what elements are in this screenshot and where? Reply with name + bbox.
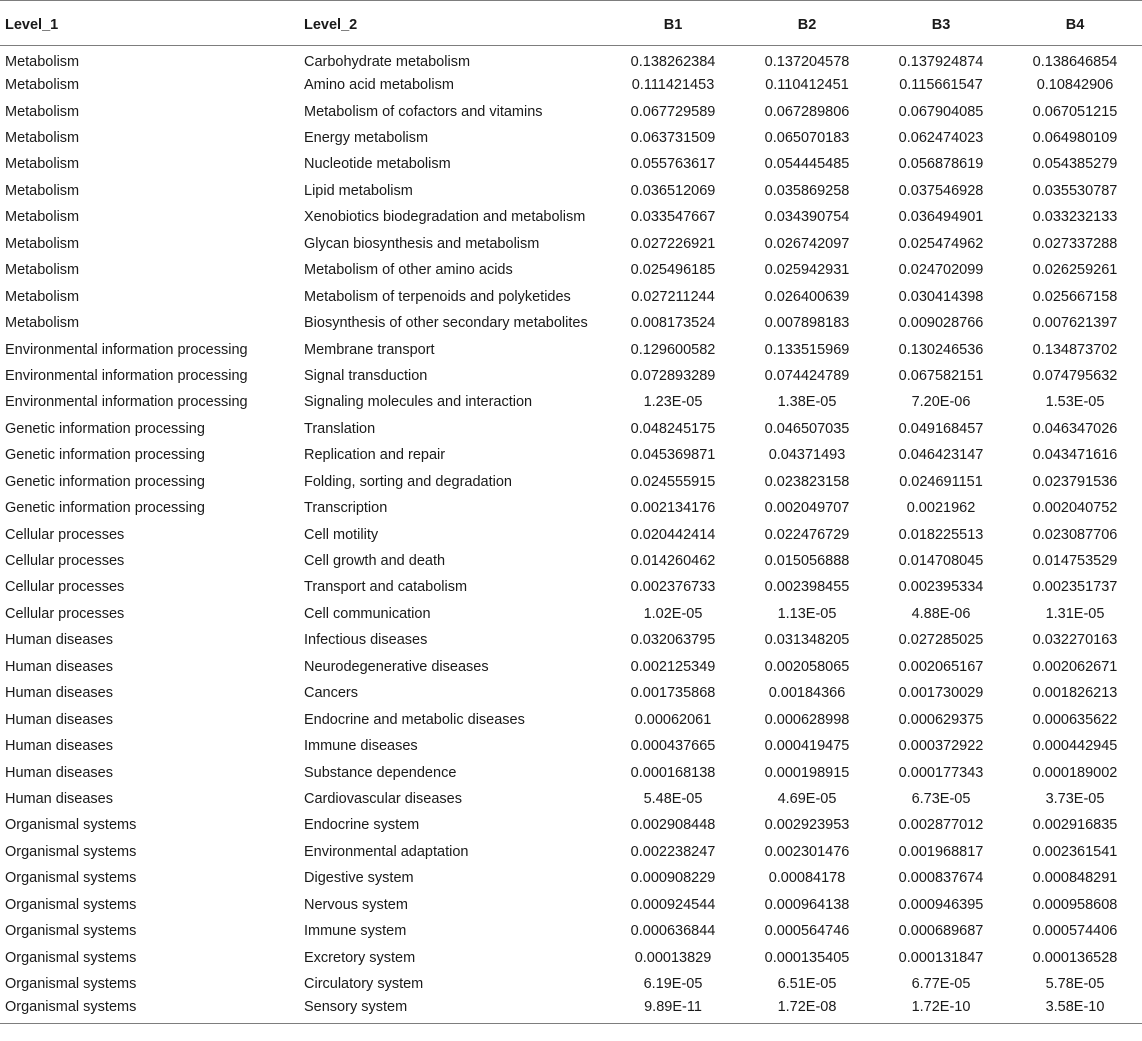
cell-b4: 0.000574406 bbox=[1032, 923, 1118, 940]
cell-b2: 0.026400639 bbox=[764, 288, 850, 305]
cell-b3: 0.036494901 bbox=[898, 209, 984, 226]
table-row bbox=[0, 231, 1142, 257]
cell-b4: 0.033232133 bbox=[1032, 209, 1118, 226]
cell-b4: 0.043471616 bbox=[1032, 447, 1118, 464]
cell-b3: 0.027285025 bbox=[898, 632, 984, 649]
cell-b4: 0.134873702 bbox=[1032, 341, 1118, 358]
cell-b1: 0.055763617 bbox=[630, 156, 716, 173]
table-row bbox=[0, 601, 1142, 627]
cell-b4: 5.78E-05 bbox=[1045, 976, 1105, 993]
cell-b2: 0.067289806 bbox=[764, 103, 850, 120]
cell-level-2: Energy metabolism bbox=[304, 130, 429, 147]
table-row bbox=[0, 495, 1142, 521]
table-row bbox=[0, 72, 1142, 98]
cell-level-2: Cancers bbox=[304, 685, 358, 702]
cell-b2: 0.022476729 bbox=[764, 526, 850, 543]
cell-level-1: Human diseases bbox=[5, 790, 113, 807]
cell-b4: 0.014753529 bbox=[1032, 553, 1118, 570]
header-level-2: Level_2 bbox=[304, 1, 606, 46]
cell-b1: 0.072893289 bbox=[630, 367, 716, 384]
cell-level-2: Glycan biosynthesis and metabolism bbox=[304, 235, 540, 252]
cell-b1: 0.027211244 bbox=[631, 288, 715, 305]
cell-level-1: Metabolism bbox=[5, 130, 80, 147]
table-row bbox=[0, 786, 1142, 812]
cell-b2: 0.002049707 bbox=[764, 500, 850, 517]
table-row bbox=[0, 363, 1142, 389]
cell-level-1: Metabolism bbox=[5, 103, 80, 120]
cell-level-2: Immune system bbox=[304, 923, 407, 940]
cell-level-1: Cellular processes bbox=[5, 553, 125, 570]
cell-level-1: Environmental information processing bbox=[5, 394, 248, 411]
cell-level-1: Organismal systems bbox=[5, 949, 137, 966]
table-row bbox=[0, 283, 1142, 309]
cell-b4: 0.074795632 bbox=[1032, 367, 1118, 384]
table-row bbox=[0, 548, 1142, 574]
cell-level-2: Substance dependence bbox=[304, 764, 457, 781]
cell-level-2: Amino acid metabolism bbox=[304, 77, 454, 94]
cell-b3: 0.000629375 bbox=[898, 711, 984, 728]
cell-b3: 0.002395334 bbox=[898, 579, 984, 596]
cell-b3: 0.001968817 bbox=[898, 843, 984, 860]
table-row bbox=[0, 442, 1142, 468]
cell-level-2: Transport and catabolism bbox=[304, 579, 468, 596]
cell-b3: 0.115661547 bbox=[899, 77, 983, 94]
cell-level-2: Infectious diseases bbox=[304, 632, 428, 649]
cell-b2: 0.000198915 bbox=[764, 764, 850, 781]
cell-b1: 0.000908229 bbox=[630, 870, 716, 887]
cell-level-2: Metabolism of terpenoids and polyketides bbox=[304, 288, 571, 305]
cell-b2: 0.133515969 bbox=[764, 341, 850, 358]
cell-b1: 0.048245175 bbox=[630, 420, 716, 437]
cell-level-1: Metabolism bbox=[5, 53, 80, 70]
cell-level-1: Metabolism bbox=[5, 77, 80, 94]
cell-level-1: Cellular processes bbox=[5, 605, 125, 622]
cell-b1: 0.001735868 bbox=[630, 685, 716, 702]
header-level-1: Level_1 bbox=[0, 1, 304, 46]
table-row bbox=[0, 389, 1142, 415]
table-body bbox=[0, 46, 1142, 1024]
cell-b2: 0.002923953 bbox=[764, 817, 850, 834]
cell-b2: 0.074424789 bbox=[764, 367, 850, 384]
cell-b4: 3.58E-10 bbox=[1008, 997, 1142, 1023]
cell-b3: 0.002065167 bbox=[898, 658, 984, 675]
cell-b1: 0.00062061 bbox=[634, 711, 712, 728]
cell-b2: 0.025942931 bbox=[764, 262, 850, 279]
cell-level-2: Nervous system bbox=[304, 896, 408, 913]
cell-level-1: Organismal systems bbox=[5, 896, 137, 913]
table-row bbox=[0, 469, 1142, 495]
cell-b1: 0.036512069 bbox=[630, 182, 716, 199]
cell-b4: 1.53E-05 bbox=[1045, 394, 1105, 411]
cell-level-1: Organismal systems bbox=[0, 997, 304, 1023]
cell-level-2: Membrane transport bbox=[304, 341, 435, 358]
cell-level-2: Signal transduction bbox=[304, 367, 428, 384]
table-row bbox=[0, 46, 1142, 72]
cell-b3: 0.024691151 bbox=[899, 473, 983, 490]
cell-b4: 0.002351737 bbox=[1032, 579, 1118, 596]
cell-b2: 0.034390754 bbox=[764, 209, 850, 226]
cell-b3: 1.72E-10 bbox=[874, 997, 1008, 1023]
cell-level-1: Organismal systems bbox=[5, 870, 137, 887]
cell-level-1: Genetic information processing bbox=[5, 447, 205, 464]
cell-b4: 0.002040752 bbox=[1032, 500, 1118, 517]
cell-level-1: Environmental information processing bbox=[5, 367, 248, 384]
cell-b1: 5.48E-05 bbox=[643, 790, 703, 807]
cell-b4: 0.000635622 bbox=[1032, 711, 1118, 728]
table-row bbox=[0, 336, 1142, 362]
cell-b3: 0.009028766 bbox=[898, 315, 984, 332]
cell-level-2: Immune diseases bbox=[304, 738, 418, 755]
table-row bbox=[0, 416, 1142, 442]
cell-level-1: Environmental information processing bbox=[5, 341, 248, 358]
cell-b1: 0.000437665 bbox=[630, 738, 716, 755]
cell-b4: 0.032270163 bbox=[1032, 632, 1118, 649]
cell-b2: 0.054445485 bbox=[764, 156, 850, 173]
cell-level-1: Metabolism bbox=[5, 156, 80, 173]
cell-b1: 0.002908448 bbox=[630, 817, 716, 834]
cell-b3: 0.025474962 bbox=[898, 235, 984, 252]
cell-b2: 0.007898183 bbox=[764, 315, 850, 332]
table-row bbox=[0, 918, 1142, 944]
cell-b2: 0.000628998 bbox=[764, 711, 850, 728]
table-row bbox=[0, 839, 1142, 865]
cell-b4: 0.035530787 bbox=[1032, 182, 1118, 199]
cell-b3: 0.000689687 bbox=[898, 923, 984, 940]
cell-b1: 0.000924544 bbox=[630, 896, 716, 913]
cell-level-2: Environmental adaptation bbox=[304, 843, 469, 860]
cell-level-1: Metabolism bbox=[5, 209, 80, 226]
table-row bbox=[0, 971, 1142, 997]
cell-b1: 0.129600582 bbox=[630, 341, 716, 358]
cell-b4: 0.027337288 bbox=[1032, 235, 1118, 252]
header-b3: B3 bbox=[874, 1, 1008, 46]
cell-b4: 0.007621397 bbox=[1032, 315, 1118, 332]
cell-b1: 9.89E-11 bbox=[606, 997, 740, 1023]
cell-b2: 0.000135405 bbox=[764, 949, 850, 966]
cell-level-1: Genetic information processing bbox=[5, 420, 205, 437]
table-row bbox=[0, 574, 1142, 600]
cell-b2: 0.031348205 bbox=[764, 632, 850, 649]
cell-level-2: Xenobiotics biodegradation and metabolism bbox=[304, 209, 586, 226]
cell-b2: 6.51E-05 bbox=[777, 976, 837, 993]
cell-b2: 0.023823158 bbox=[764, 473, 850, 490]
table-row bbox=[0, 706, 1142, 732]
cell-level-1: Genetic information processing bbox=[5, 473, 205, 490]
table-row bbox=[0, 654, 1142, 680]
cell-b2: 0.026742097 bbox=[764, 235, 850, 252]
cell-level-2: Neurodegenerative diseases bbox=[304, 658, 489, 675]
cell-b1: 0.000168138 bbox=[630, 764, 716, 781]
cell-level-2: Metabolism of cofactors and vitamins bbox=[304, 103, 543, 120]
cell-level-2: Endocrine system bbox=[304, 817, 420, 834]
table-row bbox=[0, 178, 1142, 204]
cell-level-1: Human diseases bbox=[5, 658, 113, 675]
header-row bbox=[0, 1, 1142, 46]
cell-b2: 0.015056888 bbox=[764, 553, 850, 570]
cell-b1: 0.002134176 bbox=[630, 500, 716, 517]
cell-level-1: Human diseases bbox=[5, 711, 113, 728]
cell-level-1: Metabolism bbox=[5, 262, 80, 279]
cell-level-1: Organismal systems bbox=[5, 817, 137, 834]
cell-level-1: Organismal systems bbox=[5, 843, 137, 860]
cell-level-2: Endocrine and metabolic diseases bbox=[304, 711, 525, 728]
cell-level-1: Cellular processes bbox=[5, 526, 125, 543]
cell-level-1: Genetic information processing bbox=[5, 500, 205, 517]
table-row bbox=[0, 759, 1142, 785]
cell-level-2: Cell growth and death bbox=[304, 553, 446, 570]
cell-b2: 0.002398455 bbox=[764, 579, 850, 596]
cell-level-1: Human diseases bbox=[5, 764, 113, 781]
cell-level-2: Transcription bbox=[304, 500, 388, 517]
cell-b3: 0.002877012 bbox=[898, 817, 984, 834]
cell-level-1: Metabolism bbox=[5, 315, 80, 332]
cell-b4: 0.002916835 bbox=[1032, 817, 1118, 834]
cell-b1: 0.008173524 bbox=[630, 315, 716, 332]
cell-b3: 0.037546928 bbox=[898, 182, 984, 199]
cell-b2: 0.00184366 bbox=[768, 685, 846, 702]
cell-b3: 0.067582151 bbox=[898, 367, 984, 384]
cell-b2: 1.72E-08 bbox=[740, 997, 874, 1023]
table-row bbox=[0, 98, 1142, 124]
cell-level-2: Circulatory system bbox=[304, 976, 424, 993]
table-row bbox=[0, 521, 1142, 547]
cell-b1: 1.02E-05 bbox=[643, 605, 703, 622]
cell-b2: 0.00084178 bbox=[768, 870, 846, 887]
cell-b3: 0.130246536 bbox=[898, 341, 984, 358]
cell-b3: 6.73E-05 bbox=[911, 790, 971, 807]
cell-b2: 0.002058065 bbox=[764, 658, 850, 675]
table-row bbox=[0, 310, 1142, 336]
cell-b2: 1.13E-05 bbox=[777, 605, 837, 622]
cell-b3: 0.018225513 bbox=[898, 526, 984, 543]
cell-b4: 0.000848291 bbox=[1032, 870, 1118, 887]
cell-b4: 0.026259261 bbox=[1032, 262, 1118, 279]
cell-level-2: Biosynthesis of other secondary metabolites bbox=[304, 315, 588, 332]
cell-level-2: Translation bbox=[304, 420, 376, 437]
cell-b3: 0.062474023 bbox=[898, 130, 984, 147]
table-row bbox=[0, 257, 1142, 283]
header-b2: B2 bbox=[740, 1, 874, 46]
cell-b3: 0.049168457 bbox=[898, 420, 984, 437]
cell-b3: 0.030414398 bbox=[898, 288, 984, 305]
cell-b1: 0.002125349 bbox=[630, 658, 716, 675]
cell-level-2: Digestive system bbox=[304, 870, 414, 887]
cell-b1: 0.014260462 bbox=[630, 553, 716, 570]
cell-b3: 0.137924874 bbox=[898, 53, 984, 70]
cell-b2: 0.000564746 bbox=[764, 923, 850, 940]
cell-b1: 0.020442414 bbox=[630, 526, 716, 543]
cell-b1: 1.23E-05 bbox=[643, 394, 703, 411]
cell-b3: 0.000177343 bbox=[898, 764, 984, 781]
cell-level-2: Replication and repair bbox=[304, 447, 446, 464]
cell-b3: 4.88E-06 bbox=[911, 605, 971, 622]
cell-b1: 0.002238247 bbox=[630, 843, 716, 860]
cell-level-1: Metabolism bbox=[5, 182, 80, 199]
cell-b4: 0.000136528 bbox=[1032, 949, 1118, 966]
table-row bbox=[0, 125, 1142, 151]
cell-level-1: Human diseases bbox=[5, 685, 113, 702]
header-b1: B1 bbox=[606, 1, 740, 46]
cell-b1: 0.024555915 bbox=[630, 473, 716, 490]
cell-b4: 0.064980109 bbox=[1032, 130, 1118, 147]
cell-b1: 0.025496185 bbox=[630, 262, 716, 279]
cell-b2: 0.000964138 bbox=[764, 896, 850, 913]
cell-b4: 0.10842906 bbox=[1036, 77, 1114, 94]
cell-b1: 0.045369871 bbox=[630, 447, 716, 464]
cell-b3: 0.000837674 bbox=[898, 870, 984, 887]
cell-level-2: Lipid metabolism bbox=[304, 182, 413, 199]
cell-b1: 0.111421453 bbox=[631, 77, 715, 94]
cell-b1: 0.00013829 bbox=[634, 949, 712, 966]
cell-level-2: Signaling molecules and interaction bbox=[304, 394, 533, 411]
cell-b3: 0.001730029 bbox=[898, 685, 984, 702]
cell-b4: 0.023791536 bbox=[1032, 473, 1118, 490]
cell-b2: 0.002301476 bbox=[764, 843, 850, 860]
cell-level-1: Cellular processes bbox=[5, 579, 125, 596]
cell-level-2: Cardiovascular diseases bbox=[304, 790, 462, 807]
cell-b3: 0.024702099 bbox=[898, 262, 984, 279]
cell-b4: 0.025667158 bbox=[1032, 288, 1118, 305]
cell-b1: 0.138262384 bbox=[630, 53, 716, 70]
cell-b1: 6.19E-05 bbox=[643, 976, 703, 993]
cell-level-2: Sensory system bbox=[304, 997, 606, 1023]
cell-b4: 0.000189002 bbox=[1032, 764, 1118, 781]
cell-level-2: Carbohydrate metabolism bbox=[304, 53, 471, 70]
cell-b3: 0.000131847 bbox=[898, 949, 984, 966]
cell-level-2: Folding, sorting and degradation bbox=[304, 473, 512, 490]
cell-b2: 0.000419475 bbox=[764, 738, 850, 755]
header-b4: B4 bbox=[1008, 1, 1142, 46]
cell-b2: 0.046507035 bbox=[764, 420, 850, 437]
table-header bbox=[0, 1, 1142, 46]
cell-b4: 3.73E-05 bbox=[1045, 790, 1105, 807]
cell-b3: 7.20E-06 bbox=[911, 394, 971, 411]
table-row bbox=[0, 151, 1142, 177]
table-row bbox=[0, 627, 1142, 653]
cell-b4: 0.054385279 bbox=[1032, 156, 1118, 173]
table-row bbox=[0, 944, 1142, 970]
cell-b3: 0.014708045 bbox=[898, 553, 984, 570]
cell-level-1: Human diseases bbox=[5, 632, 113, 649]
cell-b1: 0.027226921 bbox=[630, 235, 716, 252]
cell-b3: 0.000372922 bbox=[898, 738, 984, 755]
cell-level-2: Cell motility bbox=[304, 526, 379, 543]
table-row bbox=[0, 865, 1142, 891]
cell-level-1: Human diseases bbox=[5, 738, 113, 755]
table-row bbox=[0, 733, 1142, 759]
table-row bbox=[0, 812, 1142, 838]
cell-b2: 4.69E-05 bbox=[777, 790, 837, 807]
table-row bbox=[0, 204, 1142, 230]
cell-b2: 1.38E-05 bbox=[777, 394, 837, 411]
table-row bbox=[0, 997, 1142, 1023]
cell-b1: 0.067729589 bbox=[630, 103, 716, 120]
cell-b4: 0.000958608 bbox=[1032, 896, 1118, 913]
cell-b1: 0.063731509 bbox=[630, 130, 716, 147]
cell-b4: 0.023087706 bbox=[1032, 526, 1118, 543]
cell-b1: 0.033547667 bbox=[630, 209, 716, 226]
cell-b2: 0.065070183 bbox=[764, 130, 850, 147]
cell-level-1: Organismal systems bbox=[5, 976, 137, 993]
cell-b4: 0.046347026 bbox=[1032, 420, 1118, 437]
cell-b4: 0.002062671 bbox=[1032, 658, 1118, 675]
cell-b2: 0.04371493 bbox=[768, 447, 846, 464]
cell-b4: 0.001826213 bbox=[1032, 685, 1118, 702]
cell-b4: 0.002361541 bbox=[1032, 843, 1118, 860]
cell-level-2: Metabolism of other amino acids bbox=[304, 262, 513, 279]
cell-level-2: Nucleotide metabolism bbox=[304, 156, 451, 173]
cell-b3: 6.77E-05 bbox=[911, 976, 971, 993]
cell-b2: 0.137204578 bbox=[764, 53, 850, 70]
cell-b2: 0.035869258 bbox=[764, 182, 850, 199]
cell-b3: 0.046423147 bbox=[898, 447, 984, 464]
table-row bbox=[0, 892, 1142, 918]
cell-b3: 0.000946395 bbox=[898, 896, 984, 913]
table-row bbox=[0, 680, 1142, 706]
cell-level-2: Cell communication bbox=[304, 605, 431, 622]
cell-b2: 0.110412451 bbox=[765, 77, 849, 94]
cell-b3: 0.067904085 bbox=[898, 103, 984, 120]
cell-b1: 0.002376733 bbox=[630, 579, 716, 596]
cell-b4: 0.067051215 bbox=[1032, 103, 1118, 120]
cell-b4: 0.138646854 bbox=[1032, 53, 1118, 70]
cell-level-1: Organismal systems bbox=[5, 923, 137, 940]
cell-b3: 0.056878619 bbox=[898, 156, 984, 173]
cell-b1: 0.032063795 bbox=[630, 632, 716, 649]
cell-level-1: Metabolism bbox=[5, 235, 80, 252]
cell-b4: 1.31E-05 bbox=[1045, 605, 1105, 622]
cell-level-1: Metabolism bbox=[5, 288, 80, 305]
cell-level-2: Excretory system bbox=[304, 949, 416, 966]
cell-b1: 0.000636844 bbox=[630, 923, 716, 940]
cell-b4: 0.000442945 bbox=[1032, 738, 1118, 755]
cell-b3: 0.0021962 bbox=[906, 500, 976, 517]
